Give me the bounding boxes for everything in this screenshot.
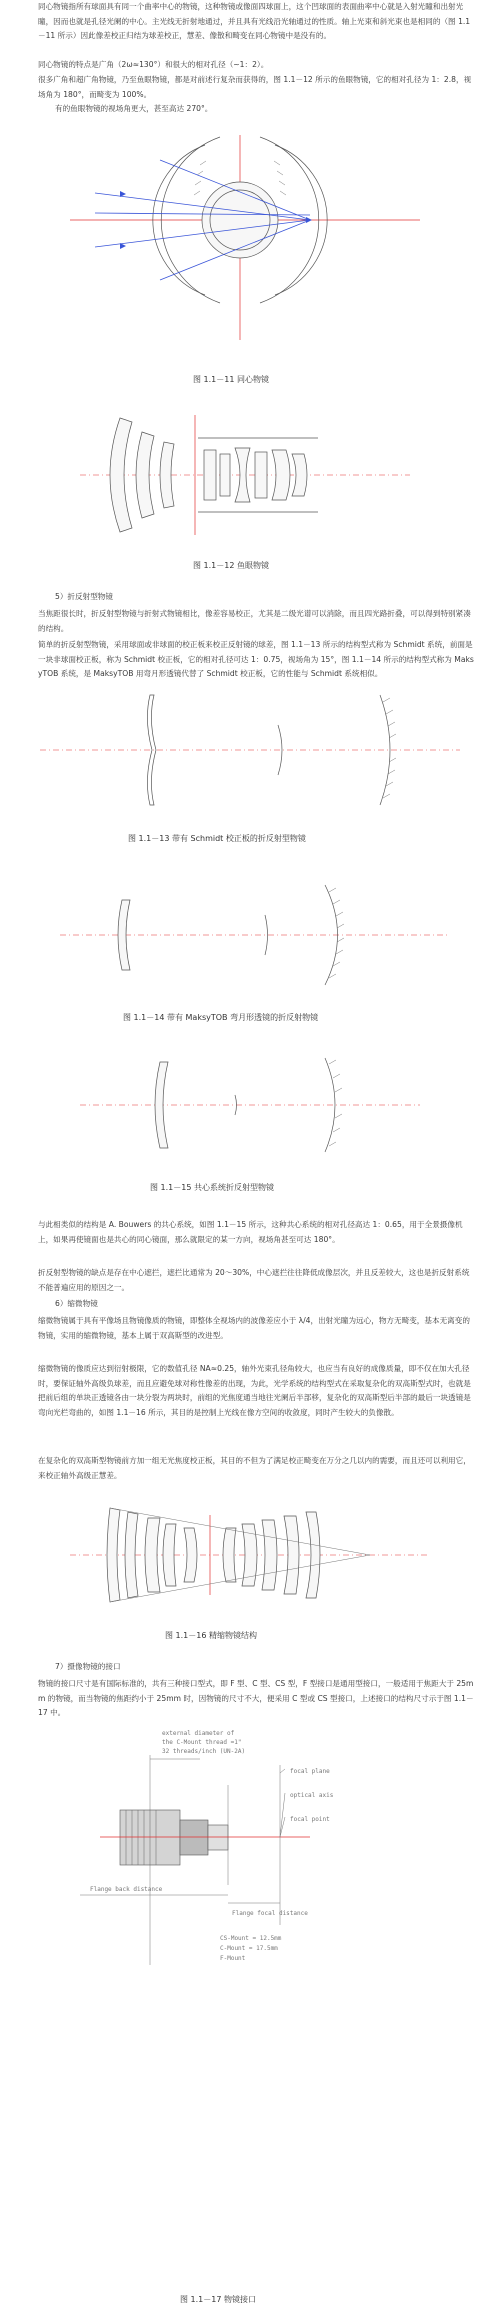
figure-fisheye-objective [80,410,410,540]
paragraph-micro-correction: 在复杂化的双高斯型物镜前方加一组无光焦度校正板，其目的不但为了满足校正畸变在万分之几以内的需要，而且还可以利用它，来校正轴外高级正慧差。 [38,1456,471,1480]
label-thread-1: the C-Mount thread =1" [162,1739,242,1746]
label-cs-mount: CS-Mount = 12.5mm [220,1935,282,1942]
label-thread-2: 32 threads/inch (UN-2A) [162,1748,246,1755]
paragraph-catadioptric-drawback: 折反射型物镜的缺点是存在中心遮拦，遮拦比通常为 20～30%，中心遮拦往往降低成像层次，并且反差较大，这也是折反射系统不能普遍应用的原因之一。 [38,1268,470,1292]
figure-concentric-catadioptric [80,1050,420,1160]
paragraph-concentric-intro: 同心物镜指所有球面具有同一个曲率中心的物镜，这种物镜或像面四球面上，这个凹球面的表面曲率中心就是入射光瞳和出射光瞳，因而也就是孔径光阑的中心。主光线无折射地通过，并且具有光线沿光轴通过的性质。轴上光束和斜光束也是相同的（图 1.1－11 所示）因此像差校正归结为球差校正，慧差、像散和畸变在同心物镜中是没有的。 [38,2,471,40]
label-focal-plane: focal plane [290,1768,330,1775]
caption-fig-1-1-15: 图 1.1－15 共心系统折反射型物镜 [150,1183,274,1192]
paragraph-schmidt: 简单的折反射型物镜，采用球面或非球面的校正板来校正反射镜的球差，图 1.1－13 所示的结构型式称为 Schmidt 系统，前面是一块非球面校正板，称为 Schmidt 校正板，它的相对孔径可达 1：0.75，视场角为 15°，图 1.1－14 所示的结构型式称为 MaksyTOB 系统，是 MaksyTOB 用弯月形透镜代替了 Schmidt 校正板，它的性能与 Schmidt 系统相似。 [38,640,474,678]
section-heading-mount: 7）摄像物镜的接口 [55,1662,121,1671]
caption-fig-1-1-14: 图 1.1－14 带有 MaksyTOB 弯月形透镜的折反射物镜 [123,1013,319,1022]
figure-micro-objective [70,1500,430,1610]
paragraph-catadioptric-intro: 当焦距很长时，折反射型物镜与折射式物镜相比，像差容易校正，尤其是二级光谱可以消除，而且四光路折叠，可以得到特别紧凑的结构。 [38,609,471,633]
figure-schmidt-objective [40,690,460,810]
caption-fig-1-1-13: 图 1.1－13 带有 Schmidt 校正板的折反射型物镜 [128,834,306,843]
caption-fig-1-1-17: 图 1.1－17 物镜接口 [180,2295,256,2304]
paragraph-micro-intro: 缩微物镜属于具有平像场且物镜像质的物镜，即整体全视场内的波像差应小于 λ/4，出射光瞳为远心，物方无畸变，基本无离变的物镜，实用的缩微物镜，基本上属于双高斯型的改进型。 [38,1316,470,1340]
caption-fig-1-1-11: 图 1.1－11 同心物镜 [193,375,269,384]
paragraph-bouwers: 与此相类似的结构是 A. Bouwers 的共心系统，如图 1.1－15 所示，这种共心系统的相对孔径高达 1：0.65，用于全景摄像机上，如果再使镜面也是共心的同心镜面，那么就限定的某一方向，视场角甚至可达 180°。 [38,1220,463,1244]
section-heading-catadioptric: 5）折反射型物镜 [55,592,113,601]
label-outer-diameter: external diameter of [162,1730,235,1737]
paragraph-micro-quality: 缩微物镜的像质应达到衍射极限，它的数值孔径 NA≈0.25，轴外光束孔径角较大，也应当有良好的成像质量，即不仅在加大孔径时，要保证轴外高级负球差，而且应避免球对称性像差的出现，为此，光学系统的结构型式在采取复杂化的双高斯型式时，也就是把前后组的单块正透镜各由一块分裂为两块时，前组的光焦度通当地往光阑后半部移，复杂化的双高斯型后半部的最后一块透镜是弯向光栏弯曲的，如图 1.1－16 所示，其目的是控制上光线在像方空间的收敛度，同时产生较大的负像散。 [38,1364,471,1417]
caption-fig-1-1-12: 图 1.1－12 鱼眼物镜 [193,561,269,570]
figure-maksutov-objective [60,880,450,990]
caption-fig-1-1-16: 图 1.1－16 精缩物镜结构 [165,1631,257,1640]
paragraph-fisheye-angle: 有的鱼眼物镜的视场角更大，甚至高达 270°。 [55,104,213,113]
paragraph-fisheye: 很多广角和超广角物镜，乃至鱼眼物镜，都是对前述行复杂而获得的，图 1.1－12 所示的鱼眼物镜，它的相对孔径为 1：2.8，视场角为 180°，而畸变为 100%。 [38,75,472,99]
label-focal-point: focal point [290,1816,330,1823]
label-f-mount: F-Mount [220,1955,246,1962]
label-flange-focal: Flange focal distance [232,1910,308,1917]
section-heading-micro: 6）缩微物镜 [55,1299,98,1308]
figure-lens-mount [80,1725,420,2265]
label-flange-back: Flange back distance [90,1886,163,1893]
paragraph-concentric-features: 同心物镜的特点是广角（2ω≈130°）和很大的相对孔径（~1：2）。 [38,60,269,69]
label-c-mount: C-Mount = 17.5mm [220,1945,278,1952]
label-optical-axis: optical axis [290,1792,334,1799]
figure-concentric-objective [60,125,440,355]
paragraph-mount: 物镜的接口尺寸是有国际标准的，共有三种接口型式，即 F 型、C 型、CS 型，F 型接口是通用型接口，一般适用于焦距大于 25mm 的物镜，而当物镜的焦距约小于 25mm 时，因物镜的尺寸不大，便采用 C 型或 CS 型接口，上述接口的结构尺寸示于图 1.1－17 中。 [38,1679,474,1717]
